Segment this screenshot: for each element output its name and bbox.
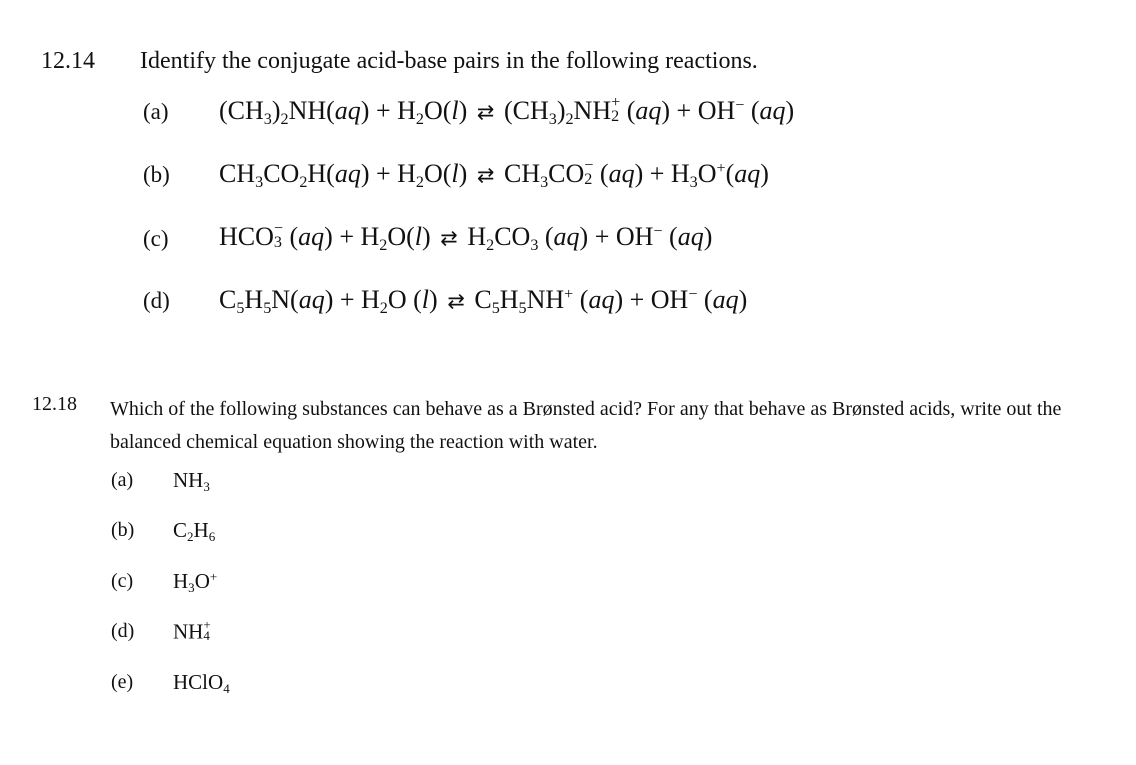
chemical-equation: $(CH_3)_2NH(aq) + H_2O(l)$ ⇄ $(CH_3)_2NH$ + 2 (aq) + OH− (aq) <box>219 94 795 128</box>
problem-number: 12.18 <box>32 393 77 415</box>
chemical-equation: $C_5H_5N(aq) + H_2O$ (l) ⇄ $C_5H_5NH^+$ (aq) + OH− (aq) <box>219 285 748 317</box>
part-label: (c) <box>111 570 134 592</box>
problem-number: 12.14 <box>41 48 95 74</box>
part-label: (c) <box>143 226 169 251</box>
chemical-formula: NH + 4 <box>173 617 211 644</box>
problem-question: Which of the following substances can behave as a Brønsted acid? For any that behave as Brønsted acids, write out the balanced chemical equation showing the reaction with water. <box>110 398 1062 453</box>
part-label: (d) <box>111 620 135 642</box>
part-label: (a) <box>111 469 134 491</box>
part-label: (b) <box>111 519 135 541</box>
part-label: (a) <box>143 99 169 124</box>
chemical-formula: $H_3O^+$ <box>173 568 218 595</box>
problem-question: Identify the conjugate acid-base pairs in the following reactions. <box>140 48 758 74</box>
chemical-formula: $NH_3$ <box>173 468 210 494</box>
part-label: (d) <box>143 288 170 313</box>
part-label: (b) <box>143 162 170 187</box>
chemical-equation: $CH_3CO_2H(aq) + H_2O(l)$ ⇄ $CH_3CO$ − 2 $(aq) + H_3O^+(aq)$ <box>219 157 769 191</box>
part-label: (e) <box>111 671 134 693</box>
chemical-formula: $C_2H_6$ <box>173 518 216 544</box>
chemical-formula: HClO$_4$ <box>173 670 230 696</box>
chemical-equation: HCO − 3 $(aq) + H_2O(l)$ ⇄ $H_2CO_3$ (aq) + OH− (aq) <box>219 220 713 254</box>
